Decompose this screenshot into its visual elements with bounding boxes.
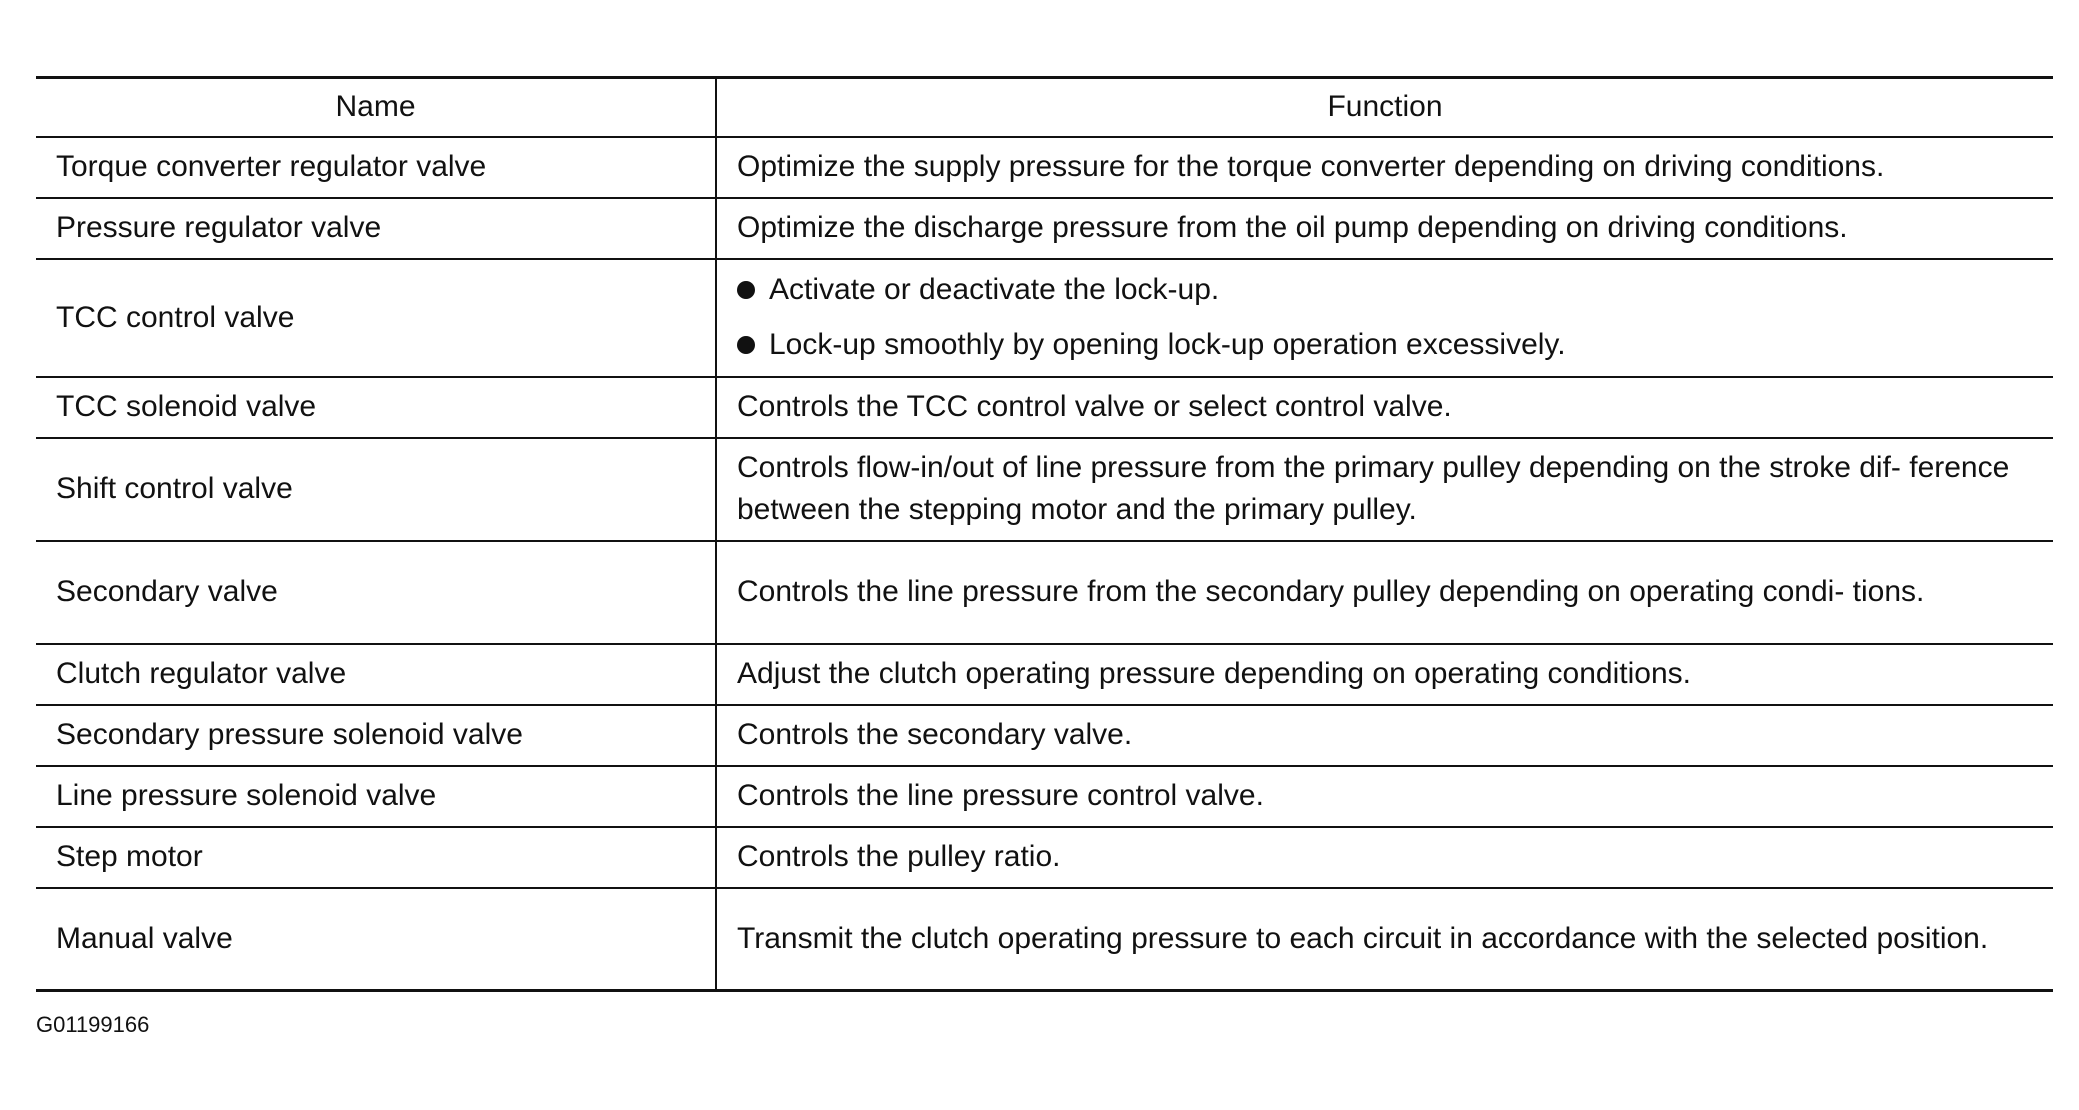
row-function: Optimize the discharge pressure from the oil pump depending on driving conditions. (716, 198, 2053, 259)
bullet-text: Activate or deactivate the lock-up. (769, 273, 1220, 306)
table-row (36, 541, 2053, 644)
row-name: Secondary valve (36, 541, 716, 644)
row-name: TCC solenoid valve (36, 377, 716, 438)
row-function: Controls the secondary valve. (716, 705, 2053, 766)
table-row (36, 438, 2053, 541)
function-bullet-list (737, 263, 2033, 373)
table-header (36, 78, 2053, 137)
row-name: TCC control valve (36, 259, 716, 377)
table-row (36, 827, 2053, 888)
valve-function-table (36, 76, 2053, 992)
row-function: Optimize the supply pressure for the torque converter depending on driving conditions. (716, 137, 2053, 198)
bullet-icon (737, 336, 755, 354)
valve-function-table-container (36, 76, 2053, 992)
table-row (36, 644, 2053, 705)
row-function: Controls the TCC control valve or select control valve. (716, 377, 2053, 438)
bullet-item (737, 263, 2033, 318)
row-name: Clutch regulator valve (36, 644, 716, 705)
row-name: Manual valve (36, 888, 716, 991)
row-function: Controls flow-in/out of line pressure from the primary pulley depending on the stroke dif- ference between the stepping motor and the primary pulley. (716, 438, 2053, 541)
table-row (36, 259, 2053, 377)
row-name: Step motor (36, 827, 716, 888)
bullet-text: Lock-up smoothly by opening lock-up operation excessively. (769, 328, 1566, 361)
row-name: Secondary pressure solenoid valve (36, 705, 716, 766)
header-row (36, 78, 2053, 137)
bullet-icon (737, 281, 755, 299)
table-body (36, 137, 2053, 991)
row-function: Controls the line pressure from the secondary pulley depending on operating condi- tions. (716, 541, 2053, 644)
header-function: Function (716, 78, 2053, 137)
row-function: Controls the pulley ratio. (716, 827, 2053, 888)
row-name: Pressure regulator valve (36, 198, 716, 259)
row-function (716, 259, 2053, 377)
row-function: Adjust the clutch operating pressure depending on operating conditions. (716, 644, 2053, 705)
row-function: Controls the line pressure control valve. (716, 766, 2053, 827)
row-function: Transmit the clutch operating pressure to each circuit in accordance with the selected position. (716, 888, 2053, 991)
header-name: Name (36, 78, 716, 137)
row-name: Torque converter regulator valve (36, 137, 716, 198)
table-row (36, 705, 2053, 766)
table-row (36, 766, 2053, 827)
row-name: Shift control valve (36, 438, 716, 541)
figure-id-caption: G01199166 (36, 1012, 150, 1037)
table-row (36, 137, 2053, 198)
bullet-item (737, 318, 2033, 373)
table-row (36, 377, 2053, 438)
table-row (36, 888, 2053, 991)
row-name: Line pressure solenoid valve (36, 766, 716, 827)
table-row (36, 198, 2053, 259)
